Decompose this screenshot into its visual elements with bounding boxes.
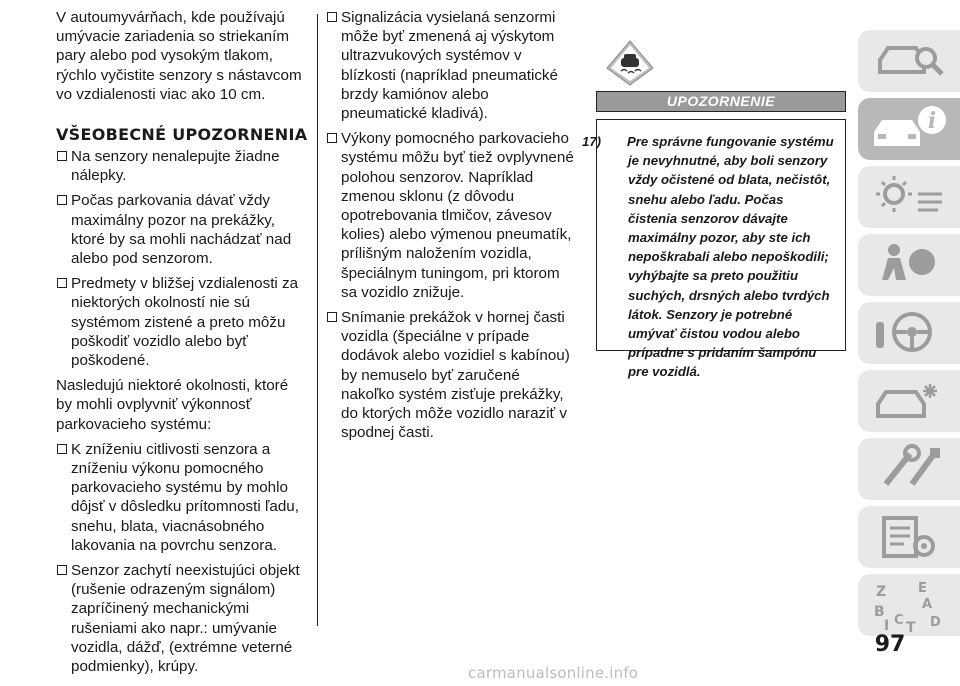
svg-text:D: D <box>930 615 941 630</box>
car-search-icon <box>872 36 948 86</box>
bullet-item: Predmety v bližšej vzdialenosti za niektorých okolností nie sú systémom zistené a preto môžu poškodiť vozidlo alebo byť poškodené. <box>56 274 308 370</box>
svg-text:T: T <box>906 620 916 636</box>
tab-warning-lights[interactable] <box>858 166 960 228</box>
bullet-item: Počas parkovania dávať vždy maximálny pozor na prekážky, ktoré by sa mohli nachádzať nad alebo pod senzorom. <box>56 191 308 268</box>
page-number: 97 <box>874 632 906 657</box>
alphabet-index-icon <box>872 580 948 636</box>
car-snow-icon <box>872 376 948 426</box>
bullet-item: Na senzory nenalepujte žiadne nálepky. <box>56 147 308 185</box>
tab-airbag[interactable] <box>858 234 960 296</box>
section-heading: VŠEOBECNÉ UPOZORNENIA <box>56 125 308 145</box>
column-middle <box>326 8 574 448</box>
tab-car-snow[interactable] <box>858 370 960 432</box>
warning-text: Pre správne fungovanie systému je nevyhnutné, aby boli senzory vždy očistené od blata, nečistôt, snehu alebo ľadu. Počas čistenia senzorov dávajte maximálny pozor, aby ste ich nepoškrabali alebo nepoškodili; vyhýbajte sa preto použitiu suchých, drsných alebo tvrdých látok. Senzory je potrebné umývať čistou vodou alebo prípadne s pridaním šampónu pre vozidlá. <box>627 134 834 380</box>
svg-text:E: E <box>918 581 927 596</box>
warning-box <box>582 119 846 380</box>
steering-wheel-icon <box>872 308 948 358</box>
tab-tools[interactable] <box>858 438 960 500</box>
tab-steering-wheel[interactable] <box>858 302 960 364</box>
airbag-icon <box>872 240 948 290</box>
bullet-item: Senzor zachytí neexistujúci objekt (rušenie odrazeným signálom) zapríčinený mechanickými rušeniami ako napr.: umývanie vozidla, dážď, (extrémne veterné podmienky), krúpy. <box>56 561 308 676</box>
chapter-index-sidebar <box>858 30 960 642</box>
svg-text:Z: Z <box>876 584 887 600</box>
tab-alphabet-index[interactable] <box>858 574 960 636</box>
tab-car-info[interactable] <box>858 98 960 160</box>
svg-text:A: A <box>922 597 933 612</box>
warning-lights-icon <box>872 172 948 222</box>
tools-icon <box>872 444 948 494</box>
tab-car-search[interactable] <box>858 30 960 92</box>
bullet-item: Signalizácia vysielaná senzormi môže byť zmenená aj výskytom ultrazvukových systémov v blízkosti (napríklad pneumatické brzdy kamiónov alebo pneumatické kladivá). <box>326 8 574 123</box>
column-divider <box>317 14 318 626</box>
car-info-icon <box>872 104 952 154</box>
watermark: carmanualsonline.info <box>468 664 639 682</box>
svg-text:C: C <box>894 613 904 628</box>
bullet-item: Výkony pomocného parkovacieho systému môžu byť tiež ovplyvnené polohou senzorov. Napríklad zmenou sklonu (z dôvodu opotrebovania tlmičov, závesov kolies) alebo výmenou pneumatík, prílišným naložením vozidla, špeciálnym tuningom, pri ktorom sa vozidlo znižuje. <box>326 129 574 302</box>
column-left <box>56 8 308 682</box>
bullet-item: Snímanie prekážok v hornej časti vozidla (špeciálne v prípade dodávok alebo vozidiel s kabínou) by nemuselo byť zaručené nakoľko systém zisťuje prekážky, do ktorých môže vozidlo naraziť v spodnej časti. <box>326 308 574 442</box>
svg-text:B: B <box>874 604 885 620</box>
paragraph: Nasledujú niektoré okolnosti, ktoré by mohli ovplyvniť výkonnosť parkovacieho systému: <box>56 377 289 433</box>
info-icon: i <box>927 108 937 134</box>
warning-number: 17) <box>582 134 602 149</box>
svg-text:I: I <box>884 618 890 634</box>
tab-document-gear[interactable] <box>858 506 960 568</box>
bullet-item: K zníženiu citlivosti senzora a zníženiu výkonu pomocného parkovacieho systému by mohlo dôjsť v dôsledku prítomnosti ľadu, snehu, blata, viacnásobného lakovania na povrchu senzora. <box>56 440 308 555</box>
document-gear-icon <box>872 512 948 562</box>
warning-text-block <box>582 132 835 382</box>
slippery-road-warning-icon <box>604 38 656 88</box>
warning-title: UPOZORNENIE <box>596 91 846 112</box>
intro-paragraph: V autoumyvárňach, kde používajú umývacie zariadenia so striekaním pary alebo pod vysokým tlakom, rýchlo vyčistite senzory s nástavcom vo vzdialenosti viac ako 10 cm. <box>56 9 302 103</box>
